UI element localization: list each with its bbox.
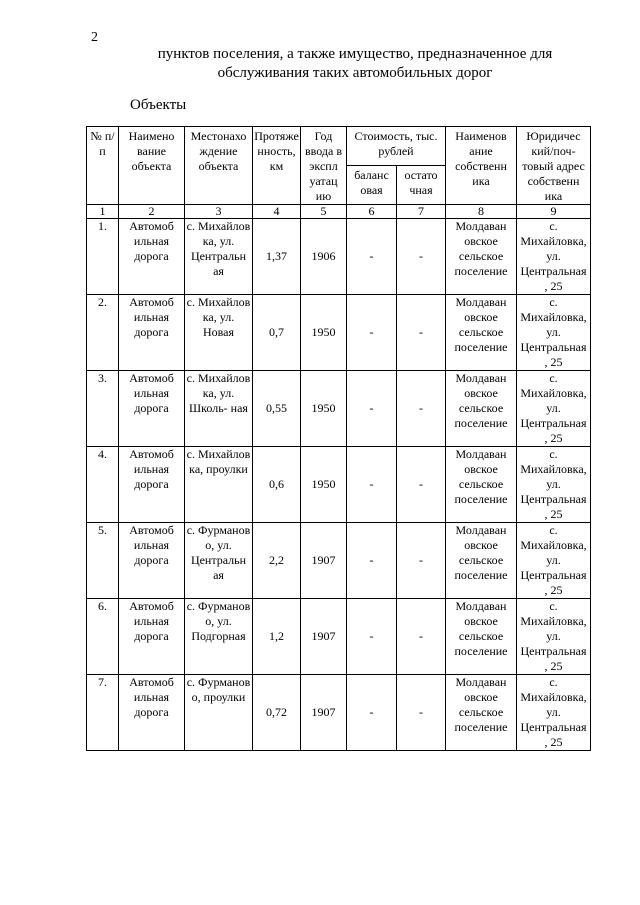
- cell-address: с. Михайловка, ул. Центральная , 25: [517, 295, 591, 371]
- cell-length: 1,37: [253, 219, 301, 295]
- cell-owner: Молдаван овское сельское поселение: [446, 675, 517, 751]
- objects-table: [86, 126, 591, 751]
- cell-owner: Молдаван овское сельское поселение: [446, 523, 517, 599]
- cell-year: 1907: [301, 599, 347, 675]
- cell-residual: -: [397, 599, 446, 675]
- index-cell: 3: [185, 205, 253, 219]
- header-address: Юридичес кий/поч- товый адрес собственн ика: [517, 127, 591, 205]
- cell-location: с. Михайлов ка, ул. Центральн ая: [185, 219, 253, 295]
- cell-name: Автомоб ильная дорога: [119, 447, 185, 523]
- cell-owner: Молдаван овское сельское поселение: [446, 295, 517, 371]
- cell-year: 1950: [301, 295, 347, 371]
- cell-residual: -: [397, 447, 446, 523]
- document-heading: [120, 45, 590, 83]
- index-cell: 6: [347, 205, 397, 219]
- cell-residual: -: [397, 523, 446, 599]
- table-header: [87, 127, 591, 205]
- index-cell: 4: [253, 205, 301, 219]
- cell-residual: -: [397, 675, 446, 751]
- cell-address: с. Михайловка, ул. Центральная , 25: [517, 447, 591, 523]
- header-cost-balance: баланс овая: [347, 166, 397, 205]
- header-name: Наимено вание объекта: [119, 127, 185, 205]
- heading-line-2: обслуживания таких автомобильных дорог: [217, 65, 493, 81]
- index-cell: 1: [87, 205, 119, 219]
- index-cell: 7: [397, 205, 446, 219]
- cell-balance: -: [347, 295, 397, 371]
- page-number: 2: [91, 30, 98, 45]
- cell-residual: -: [397, 371, 446, 447]
- index-cell: 5: [301, 205, 347, 219]
- table-row: [87, 599, 591, 675]
- cell-num: 4.: [87, 447, 119, 523]
- cell-year: 1907: [301, 675, 347, 751]
- section-title: Объекты: [130, 97, 187, 113]
- heading-line-1: пунктов поселения, а также имущество, предназначенное для: [157, 46, 553, 62]
- table-row: [87, 295, 591, 371]
- cell-balance: -: [347, 599, 397, 675]
- table-row: [87, 447, 591, 523]
- cell-length: 0,55: [253, 371, 301, 447]
- cell-balance: -: [347, 523, 397, 599]
- cell-balance: -: [347, 219, 397, 295]
- cell-owner: Молдаван овское сельское поселение: [446, 371, 517, 447]
- cell-year: 1950: [301, 371, 347, 447]
- cell-num: 2.: [87, 295, 119, 371]
- cell-owner: Молдаван овское сельское поселение: [446, 599, 517, 675]
- cell-address: с. Михайловка, ул. Центральная , 25: [517, 219, 591, 295]
- header-owner: Наименов ание собственн ика: [446, 127, 517, 205]
- cell-num: 7.: [87, 675, 119, 751]
- cell-length: 0,72: [253, 675, 301, 751]
- cell-name: Автомоб ильная дорога: [119, 675, 185, 751]
- cell-owner: Молдаван овское сельское поселение: [446, 447, 517, 523]
- cell-balance: -: [347, 371, 397, 447]
- cell-location: с. Фурманов о, ул. Центральн ая: [185, 523, 253, 599]
- cell-num: 3.: [87, 371, 119, 447]
- table-row: [87, 675, 591, 751]
- cell-name: Автомоб ильная дорога: [119, 219, 185, 295]
- cell-residual: -: [397, 295, 446, 371]
- cell-name: Автомоб ильная дорога: [119, 295, 185, 371]
- cell-address: с. Михайловка, ул. Центральная , 25: [517, 523, 591, 599]
- cell-balance: -: [347, 447, 397, 523]
- header-num: № п/п: [87, 127, 119, 205]
- cell-name: Автомоб ильная дорога: [119, 371, 185, 447]
- index-cell: 9: [517, 205, 591, 219]
- cell-location: с. Фурманов о, ул. Подгорная: [185, 599, 253, 675]
- cell-num: 6.: [87, 599, 119, 675]
- table-row: [87, 219, 591, 295]
- cell-year: 1907: [301, 523, 347, 599]
- cell-location: с. Михайлов ка, ул. Новая: [185, 295, 253, 371]
- cell-length: 2,2: [253, 523, 301, 599]
- cell-name: Автомоб ильная дорога: [119, 523, 185, 599]
- header-cost-residual: остато чная: [397, 166, 446, 205]
- cell-residual: -: [397, 219, 446, 295]
- cell-owner: Молдаван овское сельское поселение: [446, 219, 517, 295]
- index-cell: 2: [119, 205, 185, 219]
- cell-name: Автомоб ильная дорога: [119, 599, 185, 675]
- cell-address: с. Михайловка, ул. Центральная , 25: [517, 675, 591, 751]
- header-year: Год ввода в экспл уатац ию: [301, 127, 347, 205]
- cell-year: 1950: [301, 447, 347, 523]
- table-row: [87, 523, 591, 599]
- index-row: [87, 205, 591, 219]
- header-location: Местонахо ждение объекта: [185, 127, 253, 205]
- header-length: Протяже нность, км: [253, 127, 301, 205]
- cell-address: с. Михайловка, ул. Центральная , 25: [517, 599, 591, 675]
- cell-location: с. Михайлов ка, ул. Школь- ная: [185, 371, 253, 447]
- cell-num: 5.: [87, 523, 119, 599]
- cell-balance: -: [347, 675, 397, 751]
- cell-address: с. Михайловка, ул. Центральная , 25: [517, 371, 591, 447]
- header-cost: Стоимость, тыс. рублей: [347, 127, 446, 166]
- cell-num: 1.: [87, 219, 119, 295]
- table-row: [87, 371, 591, 447]
- cell-length: 1,2: [253, 599, 301, 675]
- cell-location: с. Фурманов о, проулки: [185, 675, 253, 751]
- cell-length: 0,6: [253, 447, 301, 523]
- index-cell: 8: [446, 205, 517, 219]
- cell-year: 1906: [301, 219, 347, 295]
- cell-length: 0,7: [253, 295, 301, 371]
- table-body: [87, 205, 591, 751]
- cell-location: с. Михайлов ка, проулки: [185, 447, 253, 523]
